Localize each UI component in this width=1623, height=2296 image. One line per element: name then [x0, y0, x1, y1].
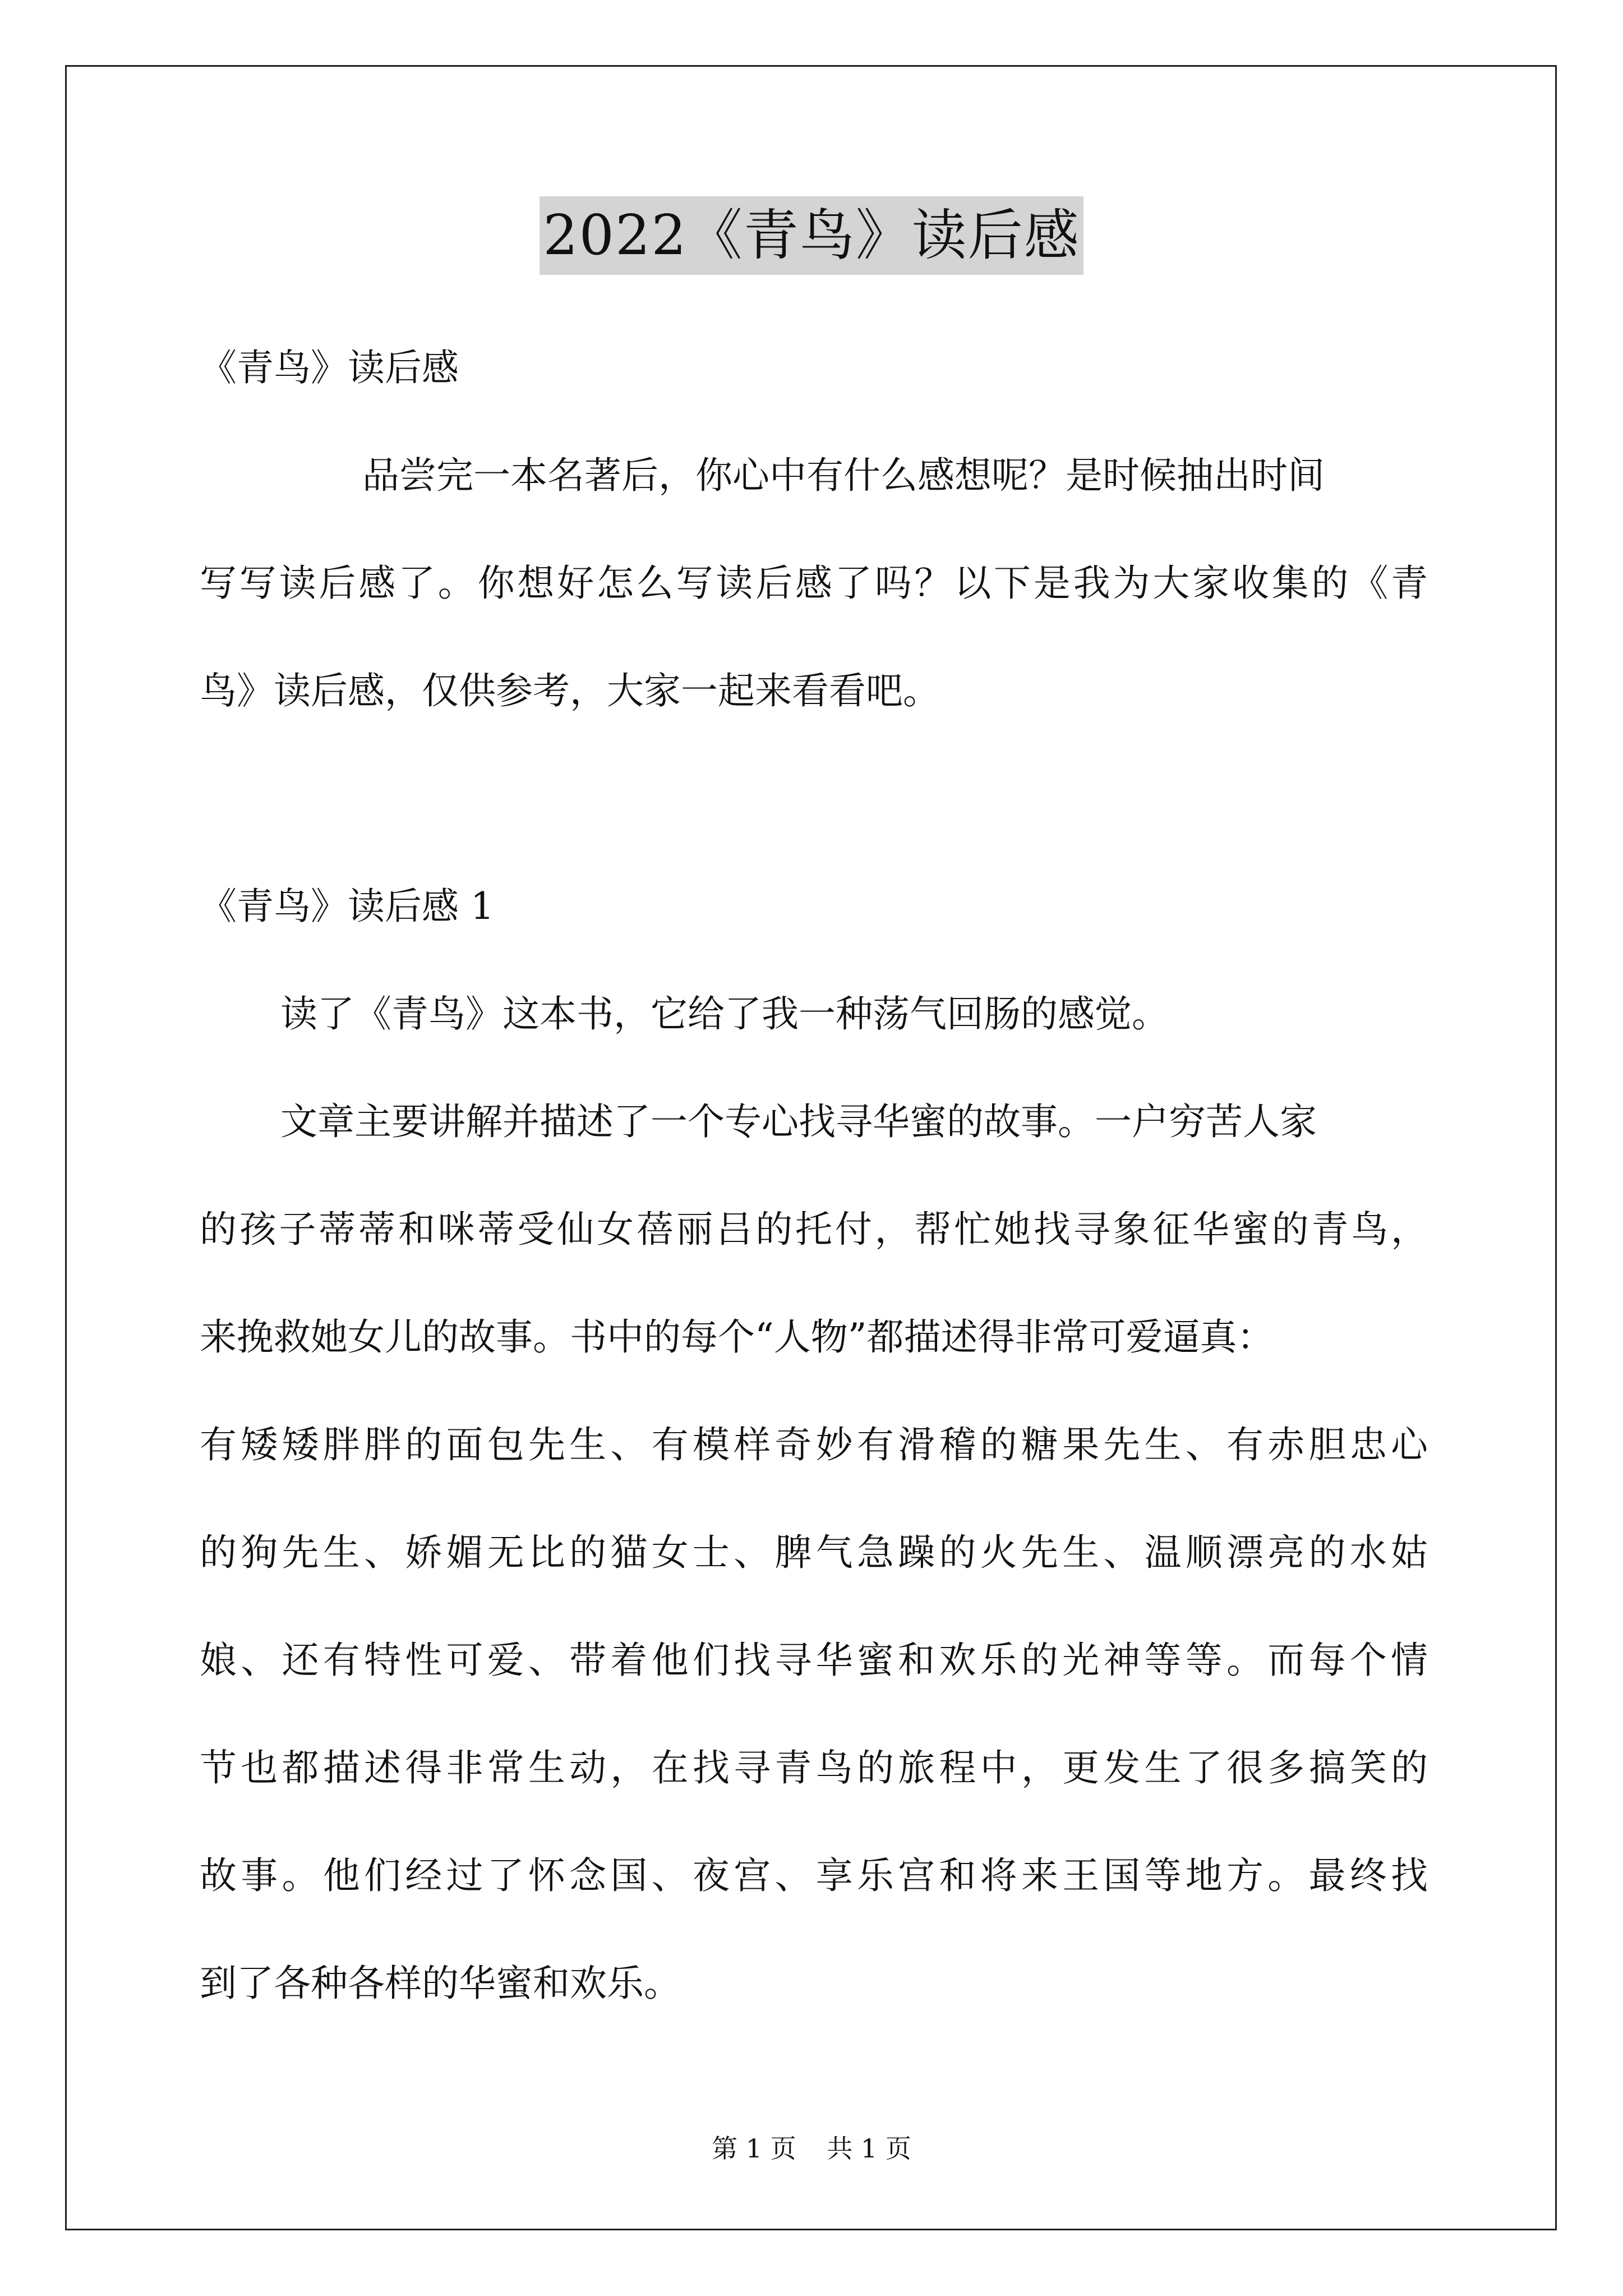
page-footer	[0, 2132, 1623, 2165]
para2-line-2: 的孩子蒂蒂和咪蒂受仙女蓓丽吕的托付，帮忙她找寻象征华蜜的青鸟，	[200, 1208, 1428, 1251]
para2-line-4: 有矮矮胖胖的面包先生、有模样奇妙有滑稽的糖果先生、有赤胆忠心	[200, 1423, 1428, 1466]
document-title-wrap	[0, 196, 1623, 275]
para2-line-7: 节也都描述得非常生动，在找寻青鸟的旅程中，更发生了很多搞笑的	[200, 1746, 1428, 1789]
para2-line-5: 的狗先生、娇媚无比的猫女士、脾气急躁的火先生、温顺漂亮的水姑	[200, 1531, 1428, 1574]
document-body	[200, 314, 1428, 2037]
intro-line-3: 鸟》读后感，仅供参考，大家一起来看看吧。	[200, 669, 940, 712]
para1-line-1: 读了《青鸟》这本书，它给了我一种荡气回肠的感觉。	[280, 992, 1169, 1036]
section-spacer	[200, 745, 1428, 853]
para2-line-6: 娘、还有特性可爱、带着他们找寻华蜜和欢乐的光神等等。而每个情	[200, 1639, 1428, 1682]
intro-heading: 《青鸟》读后感	[200, 346, 459, 389]
page-number-current: 第 1 页	[712, 2133, 796, 2164]
intro-line-2: 写写读后感了。你想好怎么写读后感了吗？以下是我为大家收集的《青	[200, 562, 1428, 605]
para2-line-8: 故事。他们经过了怀念国、夜宫、享乐宫和将来王国等地方。最终找	[200, 1854, 1428, 1897]
page-number-total: 共 1 页	[827, 2133, 911, 2164]
intro-line-1: 品尝完一本名著后，你心中有什么感想呢？是时候抽出时间	[362, 454, 1325, 497]
para2-line-3: 来挽救她女儿的故事。书中的每个“人物”都描述得非常可爱逼真：	[200, 1315, 1274, 1359]
document-title: 2022《青鸟》读后感	[540, 196, 1083, 275]
para2-line-1: 文章主要讲解并描述了一个专心找寻华蜜的故事。一户穷苦人家	[280, 1100, 1317, 1143]
section-heading: 《青鸟》读后感 1	[200, 885, 494, 928]
para2-line-9: 到了各种各样的华蜜和欢乐。	[200, 1962, 681, 2005]
